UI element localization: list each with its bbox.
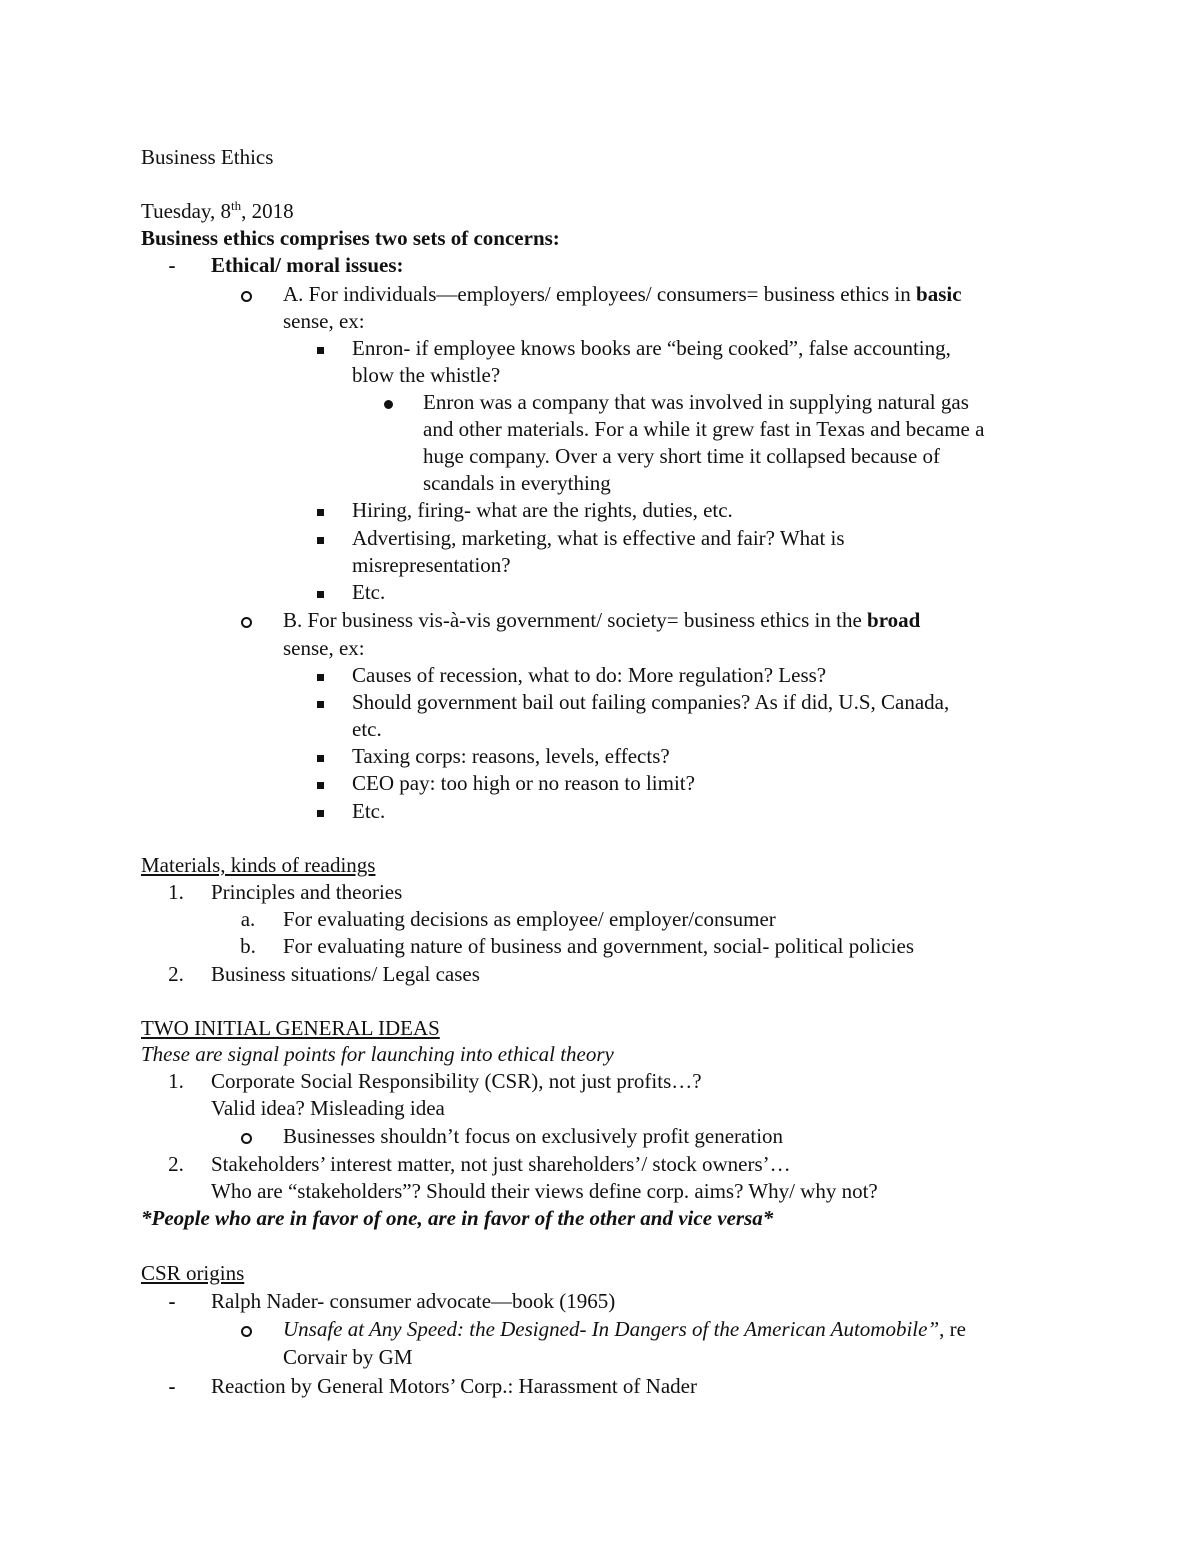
list-item-continuation: Valid idea? Misleading idea [211,1096,445,1120]
book-title-rest: , re [939,1317,966,1341]
dash-bullet-icon: - [168,253,176,277]
document-date [141,198,294,224]
point-b-text: B. For business vis-à-vis government/ society= business ethics in the [283,608,868,632]
square-bullet-icon [317,497,324,523]
square-bullet-icon [317,579,324,605]
point-b [283,607,920,633]
section-heading-materials: Materials, kinds of readings [141,853,376,877]
list-item: Reaction by General Motors’ Corp.: Harassment of Nader [211,1374,697,1398]
point-b-bold: broad [867,608,921,632]
list-item: Corporate Social Responsibility (CSR), not just profits…? [211,1069,702,1093]
circle-bullet-icon [241,281,252,307]
list-item: Principles and theories [211,880,403,904]
square-bullet-icon [317,798,324,824]
list-item: Taxing corps: reasons, levels, effects? [352,744,670,768]
book-title-line [283,1316,966,1342]
date-text: Tuesday, 8 [141,199,232,223]
list-item: Ralph Nader- consumer advocate—book (1965) [211,1289,616,1313]
list-item: Enron was a company that was involved in supplying natural gas [423,390,969,414]
square-bullet-icon [317,662,324,688]
book-title: Unsafe at Any Speed: the Designed- In Dangers of the American Automobile” [283,1317,940,1341]
point-a-bold: basic [916,282,962,306]
list-item: For evaluating decisions as employee/ employer/consumer [283,907,776,931]
square-bullet-icon [317,689,324,715]
list-item: Advertising, marketing, what is effective and fair? What is [352,526,845,550]
list-number: 2. [168,962,184,986]
list-item-continuation: Who are “stakeholders”? Should their views define corp. aims? Why/ why not? [211,1179,878,1203]
square-bullet-icon [317,743,324,769]
list-letter: a. [240,907,256,931]
list-item: Enron- if employee knows books are “being cooked”, false accounting, [352,336,951,360]
list-number: 2. [168,1152,184,1176]
list-item: scandals in everything [423,471,611,495]
point-a-continuation: sense, ex: [283,309,365,333]
list-item: Causes of recession, what to do: More regulation? Less? [352,663,827,687]
list-item-continuation: Corvair by GM [283,1345,413,1369]
list-item: Should government bail out failing companies? As if did, U.S, Canada, [352,690,950,714]
point-b-continuation: sense, ex: [283,636,365,660]
point-a-text: A. For individuals—employers/ employees/ consumers= business ethics in [283,282,917,306]
emphasis-note: *People who are in favor of one, are in favor of the other and vice versa* [141,1206,774,1230]
square-bullet-icon [317,525,324,551]
circle-bullet-icon [241,1123,252,1149]
list-item: etc. [352,717,382,741]
list-item: For evaluating nature of business and government, social- political policies [283,934,915,958]
list-item: blow the whistle? [352,363,501,387]
section-heading-general-ideas: TWO INITIAL GENERAL IDEAS [141,1016,440,1040]
list-item: Hiring, firing- what are the rights, duties, etc. [352,498,733,522]
dot-bullet-icon [384,389,393,415]
square-bullet-icon [317,335,324,361]
list-item: huge company. Over a very short time it collapsed because of [423,444,941,468]
document-title: Business Ethics [141,145,274,169]
date-year: , 2018 [241,199,294,223]
list-item: Stakeholders’ interest matter, not just shareholders’/ stock owners’… [211,1152,791,1176]
ethical-moral-issues: Ethical/ moral issues: [211,253,404,277]
section-subtitle: These are signal points for launching into ethical theory [141,1042,614,1066]
list-number: 1. [168,880,184,904]
dash-bullet-icon: - [168,1289,176,1313]
circle-bullet-icon [241,607,252,633]
date-superscript: th [231,198,242,213]
dash-bullet-icon: - [168,1374,176,1398]
section-heading-concerns: Business ethics comprises two sets of concerns: [141,226,560,250]
list-number: 1. [168,1069,184,1093]
list-item: Etc. [352,580,386,604]
list-item: and other materials. For a while it grew fast in Texas and became a [423,417,985,441]
point-a [283,281,962,307]
list-item: Businesses shouldn’t focus on exclusively profit generation [283,1124,784,1148]
list-item: misrepresentation? [352,553,511,577]
list-letter: b. [240,934,256,958]
list-item: Business situations/ Legal cases [211,962,480,986]
circle-bullet-icon [241,1316,252,1342]
list-item: CEO pay: too high or no reason to limit? [352,771,695,795]
section-heading-csr-origins: CSR origins [141,1261,245,1285]
list-item: Etc. [352,799,386,823]
square-bullet-icon [317,770,324,796]
